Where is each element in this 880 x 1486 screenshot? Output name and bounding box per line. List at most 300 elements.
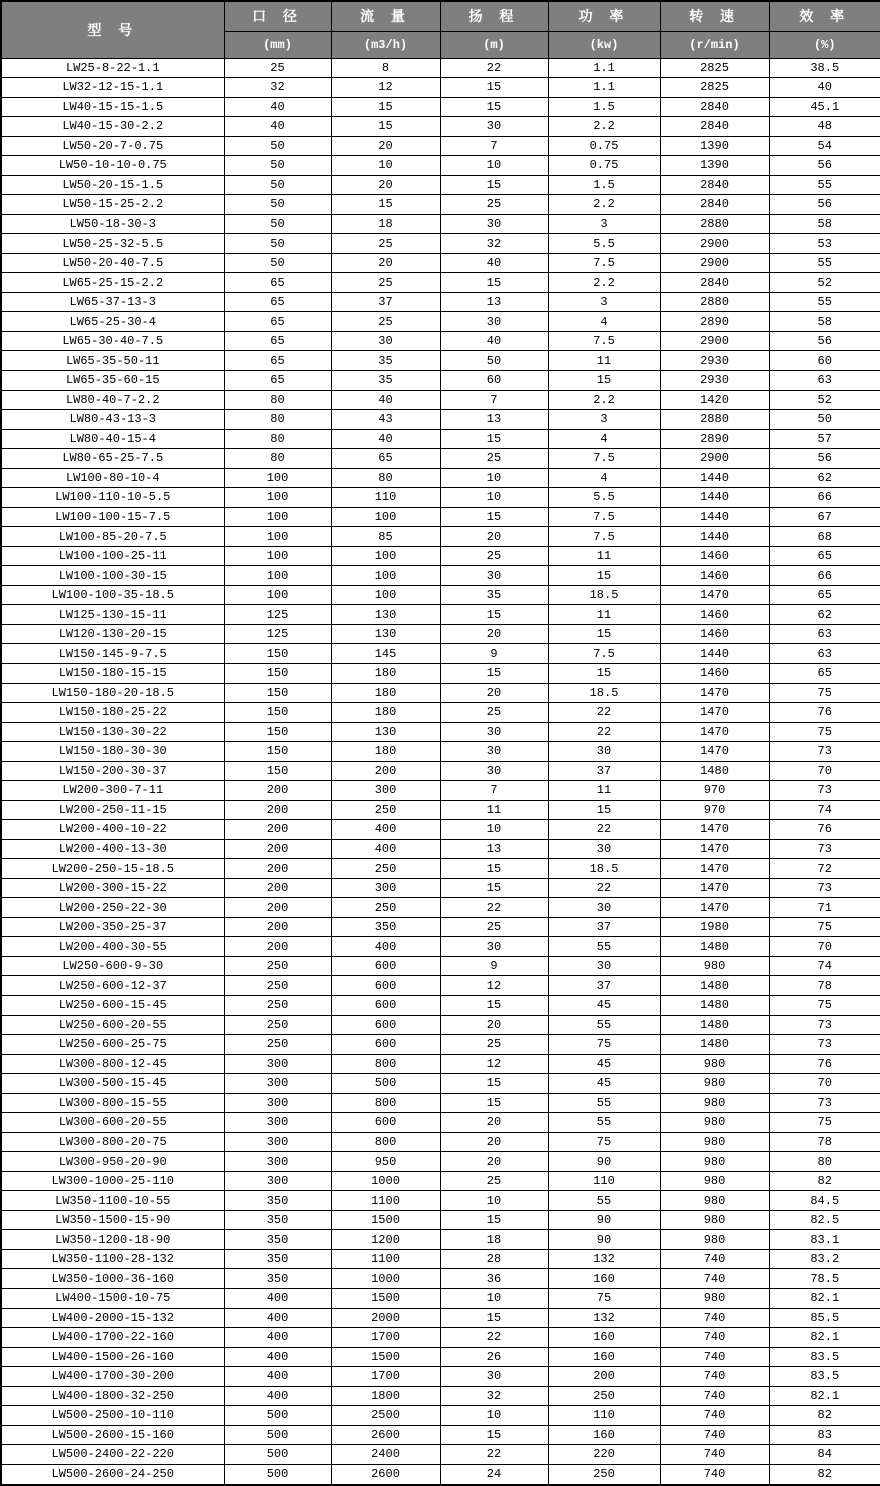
value-cell: 38.5 [769,58,880,78]
value-cell: 740 [660,1367,769,1387]
model-cell: LW200-400-10-22 [1,820,224,840]
model-cell: LW350-1100-28-132 [1,1249,224,1269]
value-cell: 5.5 [548,234,660,254]
value-cell: 8 [331,58,440,78]
value-cell: 15 [548,800,660,820]
model-cell: LW300-950-20-90 [1,1152,224,1172]
value-cell: 11 [548,546,660,566]
value-cell: 70 [769,937,880,957]
table-row [1,976,880,996]
table-row [1,195,880,215]
value-cell: 300 [331,878,440,898]
value-cell: 67 [769,507,880,527]
table-row [1,351,880,371]
table-row [1,429,880,449]
value-cell: 400 [224,1347,331,1367]
model-cell: LW100-100-15-7.5 [1,507,224,527]
table-row [1,1386,880,1406]
model-cell: LW400-1700-22-160 [1,1328,224,1348]
value-cell: 2840 [660,273,769,293]
value-cell: 30 [440,742,548,762]
value-cell: 45.1 [769,97,880,117]
value-cell: 50 [224,214,331,234]
table-row [1,566,880,586]
value-cell: 50 [769,410,880,430]
table-row [1,917,880,937]
value-cell: 55 [548,937,660,957]
value-cell: 82 [769,1171,880,1191]
value-cell: 1470 [660,722,769,742]
value-cell: 15 [440,996,548,1016]
value-cell: 600 [331,956,440,976]
value-cell: 1100 [331,1191,440,1211]
value-cell: 200 [224,937,331,957]
table-row [1,820,880,840]
value-cell: 110 [548,1406,660,1426]
value-cell: 2.2 [548,195,660,215]
value-cell: 250 [331,859,440,879]
table-row [1,663,880,683]
table-row [1,742,880,762]
value-cell: 80 [769,1152,880,1172]
table-row [1,468,880,488]
value-cell: 1440 [660,644,769,664]
value-cell: 75 [769,683,880,703]
value-cell: 15 [440,507,548,527]
value-cell: 250 [224,1015,331,1035]
value-cell: 13 [440,292,548,312]
value-cell: 1000 [331,1269,440,1289]
value-cell: 980 [660,1210,769,1230]
value-cell: 350 [224,1210,331,1230]
value-cell: 2900 [660,234,769,254]
model-cell: LW100-100-30-15 [1,566,224,586]
value-cell: 1480 [660,937,769,957]
value-cell: 2825 [660,58,769,78]
value-cell: 15 [548,371,660,391]
value-cell: 10 [331,156,440,176]
model-cell: LW80-40-7-2.2 [1,390,224,410]
value-cell: 100 [331,546,440,566]
value-cell: 30 [548,898,660,918]
value-cell: 100 [331,566,440,586]
table-row [1,1171,880,1191]
unit-header-efficiency: (%) [769,31,880,58]
value-cell: 65 [769,546,880,566]
value-cell: 32 [440,1386,548,1406]
value-cell: 100 [224,546,331,566]
table-row [1,78,880,98]
value-cell: 1470 [660,859,769,879]
model-cell: LW200-300-7-11 [1,781,224,801]
value-cell: 22 [440,58,548,78]
value-cell: 3 [548,410,660,430]
value-cell: 82.1 [769,1288,880,1308]
value-cell: 43 [331,410,440,430]
model-cell: LW50-20-15-1.5 [1,175,224,195]
value-cell: 10 [440,488,548,508]
value-cell: 400 [331,937,440,957]
value-cell: 200 [224,859,331,879]
value-cell: 20 [440,1132,548,1152]
value-cell: 1480 [660,1035,769,1055]
value-cell: 3 [548,292,660,312]
value-cell: 15 [331,117,440,137]
table-row [1,449,880,469]
value-cell: 400 [331,839,440,859]
model-cell: LW80-40-15-4 [1,429,224,449]
value-cell: 0.75 [548,136,660,156]
model-cell: LW150-180-30-30 [1,742,224,762]
value-cell: 65 [224,331,331,351]
value-cell: 1500 [331,1347,440,1367]
value-cell: 22 [440,1445,548,1465]
table-header [1,1,880,58]
value-cell: 740 [660,1249,769,1269]
value-cell: 15 [548,566,660,586]
value-cell: 400 [224,1308,331,1328]
value-cell: 980 [660,1191,769,1211]
value-cell: 4 [548,312,660,332]
model-cell: LW25-8-22-1.1 [1,58,224,78]
value-cell: 145 [331,644,440,664]
model-cell: LW200-250-22-30 [1,898,224,918]
value-cell: 78.5 [769,1269,880,1289]
value-cell: 12 [440,976,548,996]
value-cell: 15 [440,605,548,625]
model-cell: LW250-600-20-55 [1,1015,224,1035]
value-cell: 1440 [660,527,769,547]
value-cell: 130 [331,605,440,625]
value-cell: 11 [548,781,660,801]
model-cell: LW400-1500-26-160 [1,1347,224,1367]
value-cell: 83.1 [769,1230,880,1250]
table-row [1,1015,880,1035]
table-row [1,546,880,566]
table-row [1,410,880,430]
model-cell: LW150-180-20-18.5 [1,683,224,703]
value-cell: 75 [769,917,880,937]
model-cell: LW150-145-9-7.5 [1,644,224,664]
model-cell: LW100-110-10-5.5 [1,488,224,508]
value-cell: 100 [224,585,331,605]
value-cell: 10 [440,820,548,840]
value-cell: 25 [440,195,548,215]
value-cell: 72 [769,859,880,879]
value-cell: 7.5 [548,507,660,527]
value-cell: 2600 [331,1464,440,1485]
value-cell: 10 [440,1288,548,1308]
value-cell: 2930 [660,371,769,391]
value-cell: 740 [660,1464,769,1485]
table-row [1,1308,880,1328]
value-cell: 73 [769,1093,880,1113]
value-cell: 350 [224,1230,331,1250]
value-cell: 40 [440,331,548,351]
value-cell: 1.5 [548,97,660,117]
value-cell: 180 [331,742,440,762]
value-cell: 1.1 [548,78,660,98]
value-cell: 50 [224,234,331,254]
value-cell: 56 [769,449,880,469]
value-cell: 65 [331,449,440,469]
model-cell: LW400-1500-10-75 [1,1288,224,1308]
value-cell: 200 [224,839,331,859]
value-cell: 1460 [660,605,769,625]
value-cell: 83 [769,1425,880,1445]
table-row [1,214,880,234]
value-cell: 740 [660,1347,769,1367]
value-cell: 1480 [660,761,769,781]
value-cell: 25 [440,1171,548,1191]
value-cell: 84.5 [769,1191,880,1211]
value-cell: 22 [548,703,660,723]
value-cell: 45 [548,1074,660,1094]
value-cell: 28 [440,1249,548,1269]
value-cell: 15 [440,78,548,98]
value-cell: 1440 [660,488,769,508]
table-row [1,58,880,78]
column-header-speed: 转 速 [660,1,769,31]
value-cell: 80 [224,390,331,410]
value-cell: 37 [331,292,440,312]
column-header-model: 型 号 [1,1,224,58]
table-row [1,624,880,644]
value-cell: 22 [548,722,660,742]
value-cell: 83.5 [769,1347,880,1367]
value-cell: 30 [548,956,660,976]
value-cell: 100 [224,468,331,488]
value-cell: 25 [224,58,331,78]
value-cell: 150 [224,644,331,664]
value-cell: 600 [331,1113,440,1133]
value-cell: 100 [224,566,331,586]
value-cell: 980 [660,1230,769,1250]
model-cell: LW80-65-25-7.5 [1,449,224,469]
model-cell: LW300-600-20-55 [1,1113,224,1133]
value-cell: 25 [440,1035,548,1055]
value-cell: 2880 [660,292,769,312]
unit-header-power: (kw) [548,31,660,58]
model-cell: LW32-12-15-1.1 [1,78,224,98]
table-row [1,1074,880,1094]
value-cell: 40 [769,78,880,98]
value-cell: 30 [440,1367,548,1387]
value-cell: 65 [224,351,331,371]
value-cell: 53 [769,234,880,254]
value-cell: 350 [224,1249,331,1269]
value-cell: 3 [548,214,660,234]
value-cell: 150 [224,742,331,762]
value-cell: 2.2 [548,117,660,137]
value-cell: 2840 [660,175,769,195]
table-row [1,761,880,781]
value-cell: 84 [769,1445,880,1465]
value-cell: 1470 [660,820,769,840]
table-row [1,722,880,742]
model-cell: LW100-100-25-11 [1,546,224,566]
value-cell: 500 [224,1406,331,1426]
value-cell: 20 [440,1152,548,1172]
table-row [1,644,880,664]
value-cell: 55 [769,253,880,273]
value-cell: 40 [224,97,331,117]
value-cell: 65 [224,312,331,332]
value-cell: 980 [660,1054,769,1074]
value-cell: 150 [224,663,331,683]
value-cell: 36 [440,1269,548,1289]
value-cell: 35 [331,371,440,391]
value-cell: 66 [769,488,880,508]
value-cell: 740 [660,1308,769,1328]
value-cell: 50 [224,195,331,215]
value-cell: 50 [224,253,331,273]
value-cell: 30 [548,839,660,859]
table-row [1,253,880,273]
value-cell: 160 [548,1425,660,1445]
model-cell: LW50-20-40-7.5 [1,253,224,273]
value-cell: 740 [660,1328,769,1348]
value-cell: 78 [769,1132,880,1152]
model-cell: LW65-35-50-11 [1,351,224,371]
value-cell: 52 [769,273,880,293]
value-cell: 980 [660,1152,769,1172]
value-cell: 1460 [660,624,769,644]
value-cell: 300 [224,1152,331,1172]
value-cell: 125 [224,605,331,625]
table-row [1,1035,880,1055]
value-cell: 56 [769,331,880,351]
value-cell: 1460 [660,546,769,566]
value-cell: 22 [548,820,660,840]
table-row [1,312,880,332]
value-cell: 15 [440,878,548,898]
value-cell: 55 [548,1093,660,1113]
value-cell: 75 [769,1113,880,1133]
model-cell: LW125-130-15-11 [1,605,224,625]
value-cell: 740 [660,1269,769,1289]
table-row [1,1464,880,1485]
value-cell: 980 [660,1171,769,1191]
model-cell: LW40-15-15-1.5 [1,97,224,117]
model-cell: LW200-400-13-30 [1,839,224,859]
value-cell: 100 [224,527,331,547]
value-cell: 37 [548,917,660,937]
value-cell: 1700 [331,1367,440,1387]
value-cell: 180 [331,663,440,683]
column-header-power: 功 率 [548,1,660,31]
value-cell: 300 [331,781,440,801]
table-row [1,1425,880,1445]
table-row [1,1191,880,1211]
value-cell: 100 [224,488,331,508]
model-cell: LW65-37-13-3 [1,292,224,312]
value-cell: 63 [769,624,880,644]
value-cell: 1480 [660,1015,769,1035]
value-cell: 160 [548,1328,660,1348]
value-cell: 600 [331,1035,440,1055]
value-cell: 110 [548,1171,660,1191]
value-cell: 50 [224,175,331,195]
value-cell: 45 [548,996,660,1016]
value-cell: 1480 [660,976,769,996]
value-cell: 32 [224,78,331,98]
table-row [1,507,880,527]
value-cell: 75 [769,996,880,1016]
value-cell: 2.2 [548,390,660,410]
model-cell: LW350-1200-18-90 [1,1230,224,1250]
value-cell: 56 [769,156,880,176]
table-row [1,117,880,137]
value-cell: 40 [331,390,440,410]
value-cell: 400 [224,1386,331,1406]
value-cell: 1470 [660,683,769,703]
value-cell: 58 [769,312,880,332]
value-cell: 200 [331,761,440,781]
model-cell: LW200-350-25-37 [1,917,224,937]
value-cell: 200 [224,917,331,937]
value-cell: 7 [440,781,548,801]
value-cell: 4 [548,429,660,449]
table-row [1,1445,880,1465]
value-cell: 18.5 [548,683,660,703]
value-cell: 22 [440,898,548,918]
value-cell: 90 [548,1152,660,1172]
table-body [1,58,880,1485]
value-cell: 1440 [660,507,769,527]
value-cell: 30 [440,312,548,332]
value-cell: 10 [440,1191,548,1211]
value-cell: 15 [548,624,660,644]
value-cell: 200 [224,820,331,840]
value-cell: 7.5 [548,527,660,547]
header-row-labels [1,1,880,31]
value-cell: 15 [440,97,548,117]
value-cell: 0.75 [548,156,660,176]
value-cell: 4 [548,468,660,488]
value-cell: 2930 [660,351,769,371]
value-cell: 30 [331,331,440,351]
value-cell: 50 [440,351,548,371]
value-cell: 90 [548,1230,660,1250]
value-cell: 250 [224,956,331,976]
table-row [1,156,880,176]
model-cell: LW50-20-7-0.75 [1,136,224,156]
value-cell: 1200 [331,1230,440,1250]
value-cell: 78 [769,976,880,996]
value-cell: 50 [224,156,331,176]
value-cell: 30 [440,722,548,742]
value-cell: 250 [548,1386,660,1406]
table-row [1,1406,880,1426]
table-row [1,937,880,957]
value-cell: 70 [769,761,880,781]
table-row [1,1230,880,1250]
value-cell: 980 [660,956,769,976]
value-cell: 2840 [660,97,769,117]
value-cell: 65 [224,371,331,391]
table-row [1,683,880,703]
value-cell: 800 [331,1054,440,1074]
value-cell: 30 [440,937,548,957]
model-cell: LW150-180-15-15 [1,663,224,683]
value-cell: 600 [331,1015,440,1035]
value-cell: 83.2 [769,1249,880,1269]
table-row [1,273,880,293]
model-cell: LW65-35-60-15 [1,371,224,391]
value-cell: 800 [331,1132,440,1152]
table-row [1,390,880,410]
